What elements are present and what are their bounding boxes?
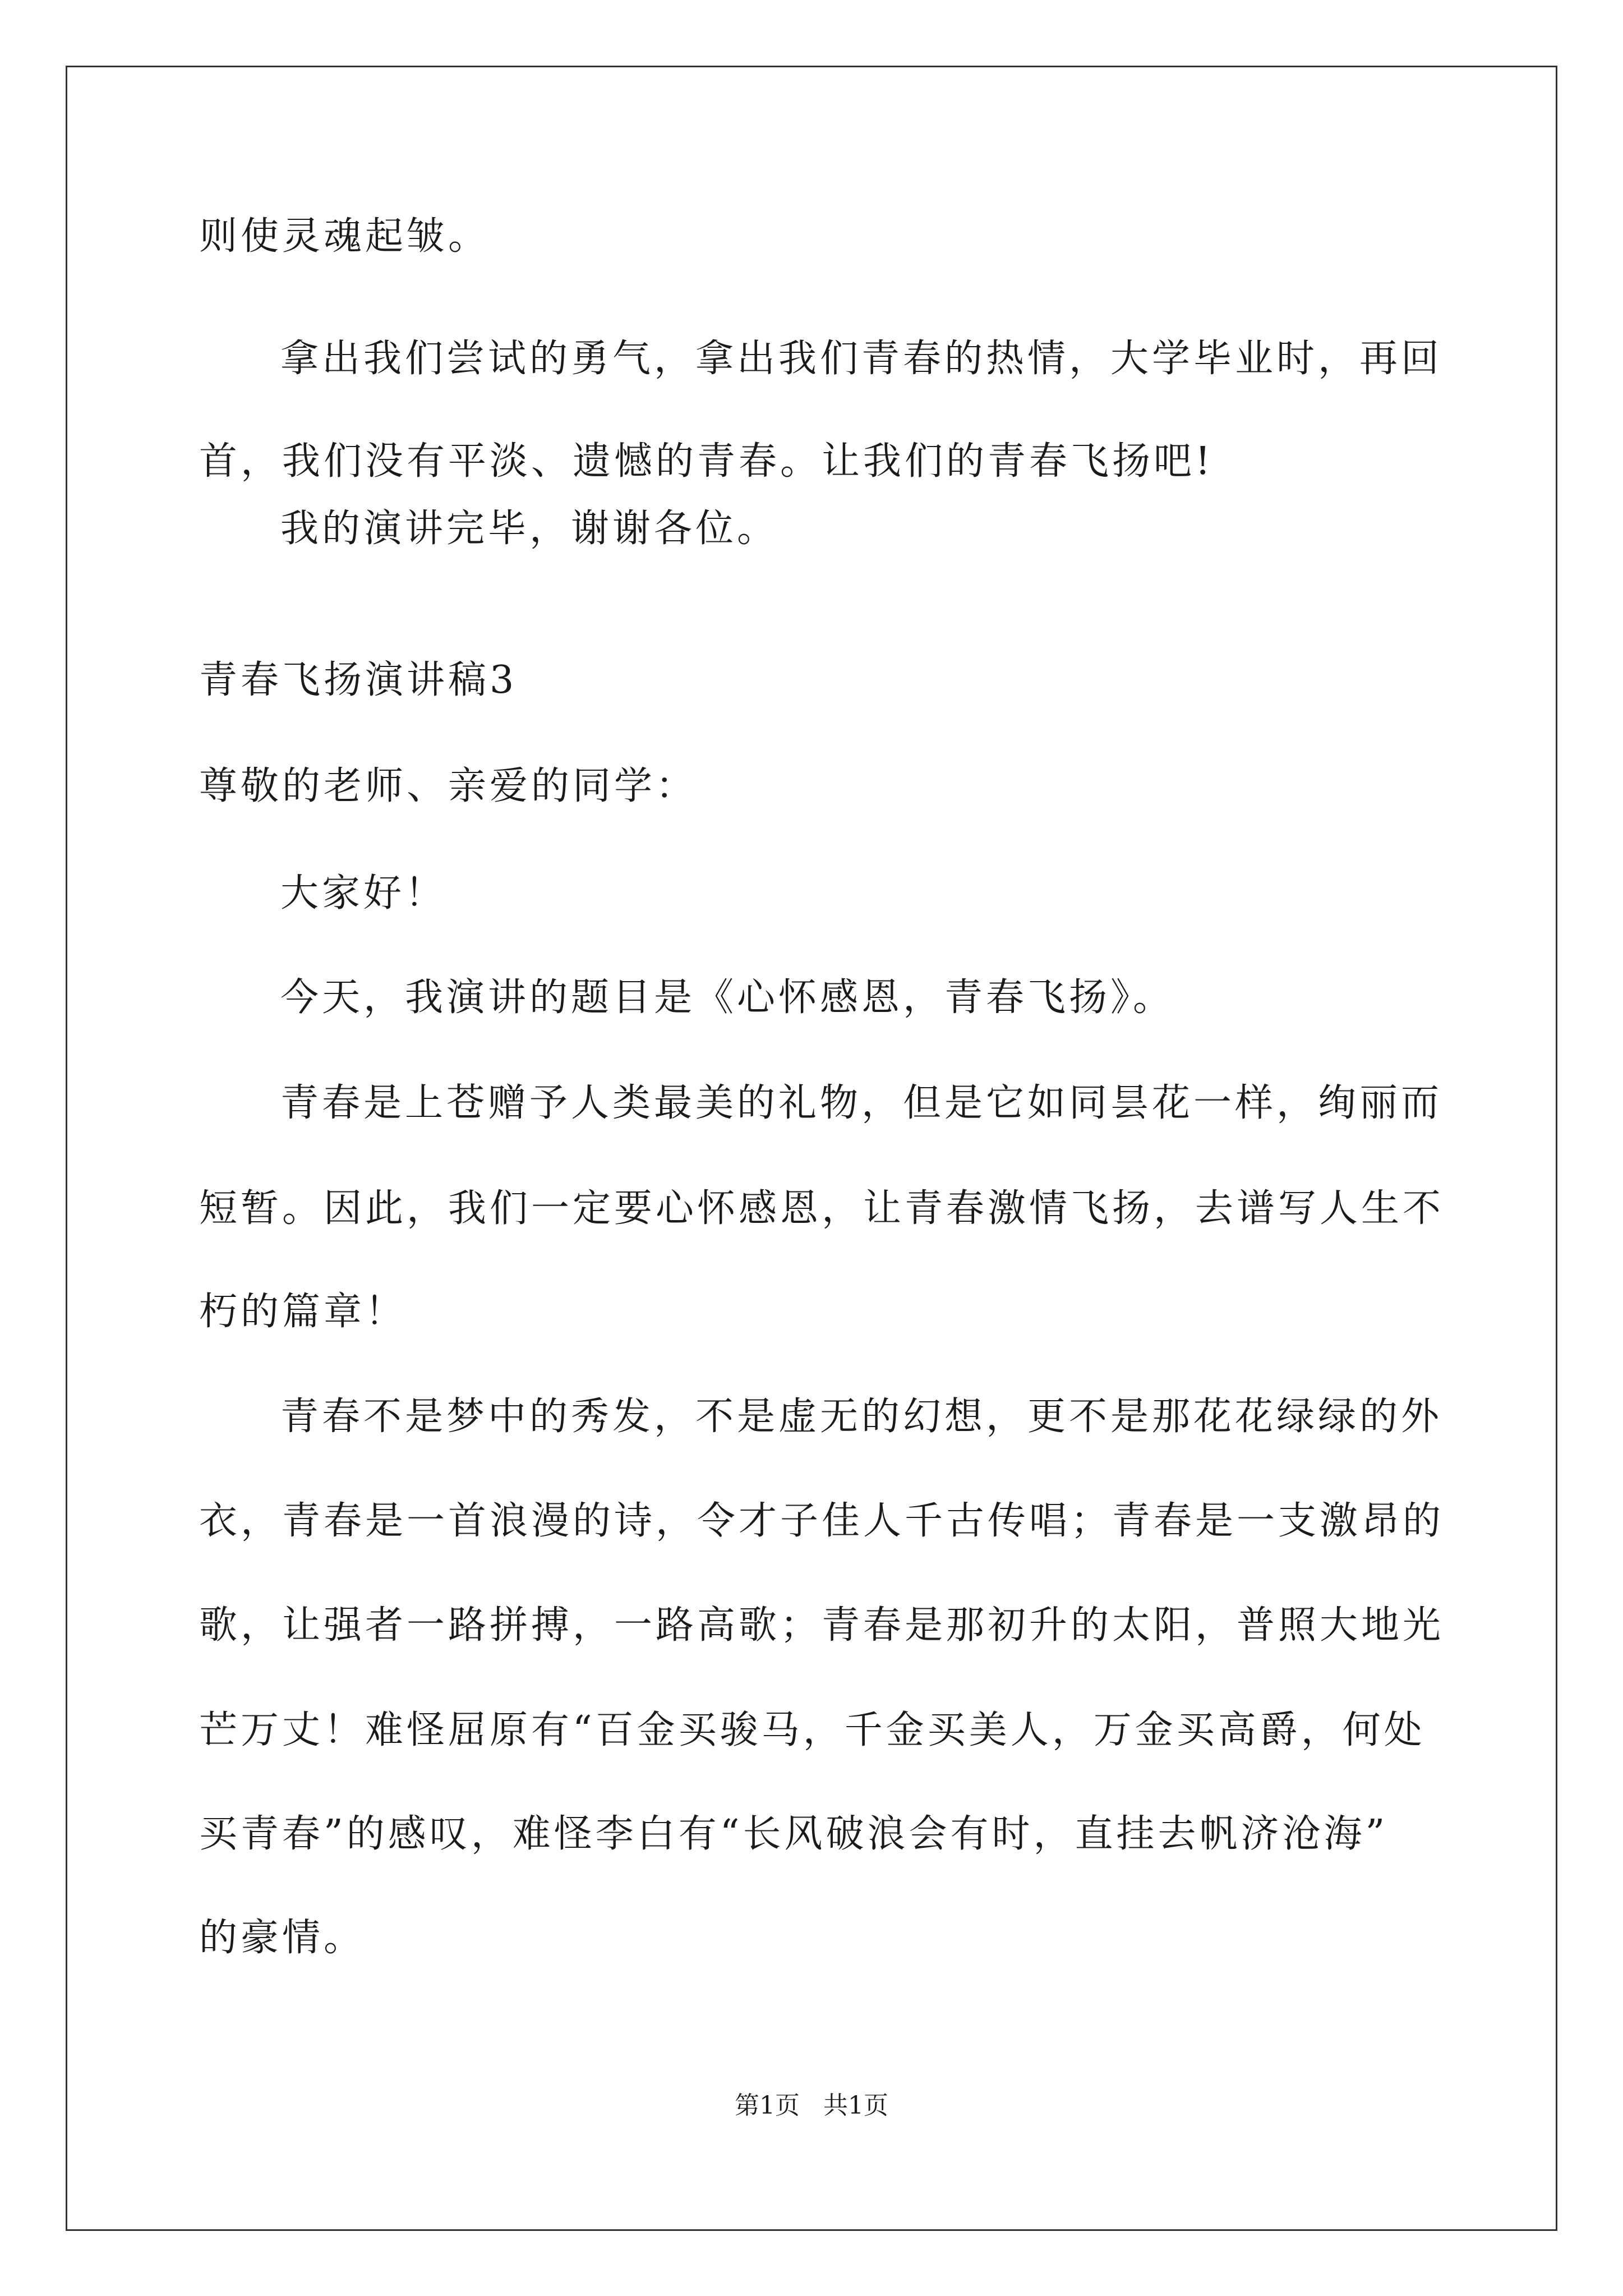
- text-line: 买青春”的感叹，难怪李白有“长风破浪会有时，直挂去帆济沧海”: [199, 1812, 1389, 1856]
- text-line: 衣，青春是一首浪漫的诗，令才子佳人千古传唱；青春是一支激昂的: [199, 1499, 1445, 1543]
- text-line: 青春不是梦中的秀发，不是虚无的幻想，更不是那花花绿绿的外: [280, 1395, 1443, 1439]
- text-line: 歌，让强者一路拼搏，一路高歌；青春是那初升的太阳，普照大地光: [199, 1603, 1445, 1648]
- text-line: 朽的篇章！: [199, 1290, 407, 1334]
- text-line: 首，我们没有平淡、遗憾的青春。让我们的青春飞扬吧!: [199, 439, 1214, 484]
- page-number-footer: 第1页 共1页: [735, 2091, 888, 2120]
- text-line: 则使灵魂起皱。: [199, 214, 490, 259]
- text-line: 拿出我们尝试的勇气，拿出我们青春的热情，大学毕业时，再回: [280, 337, 1443, 381]
- text-line: 芒万丈！难怪屈原有“百金买骏马，千金买美人，万金买高爵，何处: [199, 1708, 1426, 1752]
- text-line: 我的演讲完毕，谢谢各位。: [280, 507, 779, 551]
- text-line: 今天，我演讲的题目是《心怀感恩，青春飞扬》。: [280, 976, 1175, 1020]
- text-line: 尊敬的老师、亲爱的同学：: [199, 764, 698, 808]
- section-heading: 青春飞扬演讲稿3: [199, 658, 518, 702]
- page-border: [66, 66, 1557, 2231]
- text-line: 大家好！: [280, 871, 447, 915]
- text-line: 的豪情。: [199, 1916, 366, 1960]
- text-line: 短暂。因此，我们一定要心怀感恩，让青春激情飞扬，去谱写人生不: [199, 1186, 1445, 1231]
- text-line: 青春是上苍赠予人类最美的礼物，但是它如同昙花一样，绚丽而: [280, 1081, 1443, 1125]
